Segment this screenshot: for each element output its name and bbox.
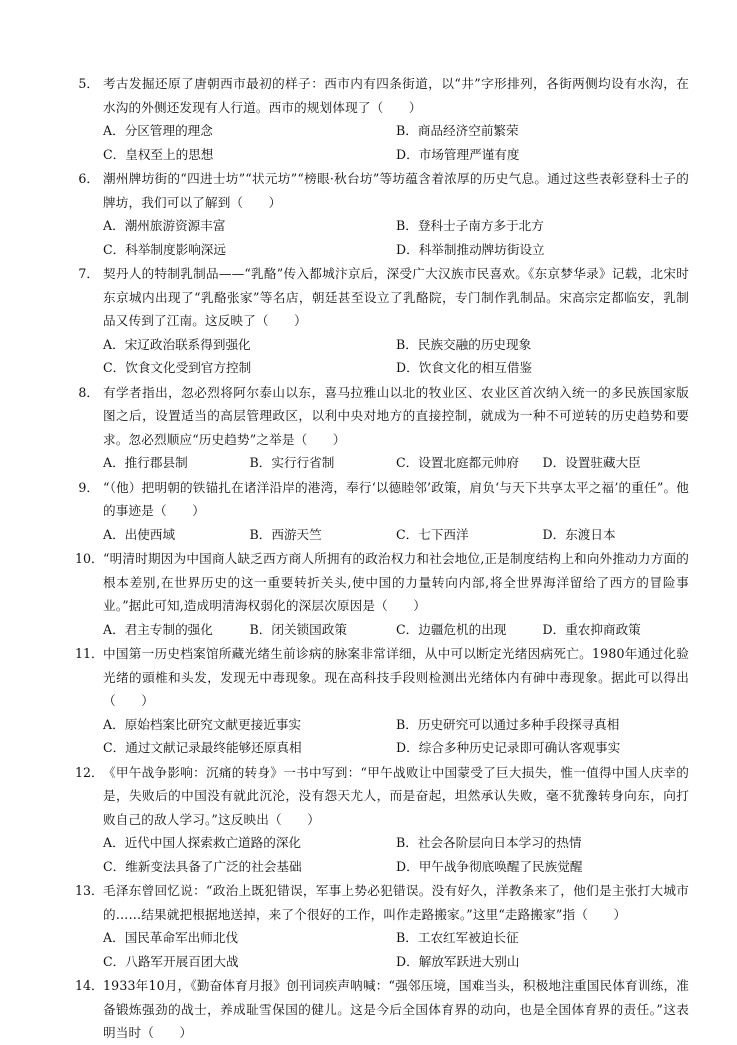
question-number: 13． (75, 883, 104, 898)
option-c[interactable]: C．皇权至上的思想 (103, 146, 214, 162)
question-11 (75, 642, 689, 760)
question-number: 10． (75, 551, 104, 566)
option-c[interactable]: C．八路军开展百团大战 (103, 953, 239, 969)
question-7 (75, 262, 689, 380)
option-b[interactable]: B．社会各阶层向日本学习的热情 (396, 835, 582, 850)
option-b[interactable]: B．商品经济空前繁荣 (396, 123, 519, 138)
question-stem: “明清时期因为中国商人缺乏西方商人所拥有的政治权力和社会地位,正是制度结构上和向外推动力方面的根本差别,在世界历史的这一重要转折关头,使中国的力量转向内部,将全世界海洋留给了西方的冒险事业。”据此可知,造成明清海权弱化的深层次原因是（ ） (103, 551, 689, 613)
question-stem: 1933年10月，《勤奋体育月报》创刊词疾声呐喊：“强邻压境，国难当头，积极地注重国民体育训练，准备锻炼强劲的战士，养成耻雪保国的健儿。这是今后全国体育界的动向，也是全国体育界的责任。”这表明当时（ ） (103, 978, 689, 1040)
option-b[interactable]: B．民族交融的历史现象 (396, 336, 532, 352)
option-c[interactable]: C．七下西洋 (396, 526, 469, 542)
question-10 (75, 547, 689, 641)
option-d[interactable]: D．设置驻藏大臣 (542, 455, 641, 470)
question-9 (75, 476, 689, 547)
option-d[interactable]: D．综合多种历史记录即可确认客观事实 (396, 740, 621, 755)
option-d[interactable]: D．重农抑商政策 (542, 621, 641, 637)
question-number: 12． (75, 764, 104, 780)
options (103, 451, 689, 475)
question-number: 5． (78, 76, 99, 91)
options (103, 926, 689, 973)
option-b[interactable]: B．闭关锁国政策 (249, 621, 347, 637)
question-stem: 考古发掘还原了唐朝西市最初的样子：西市内有四条街道，以“井”字形排列，各街两侧均设有水沟，在水沟的外侧还发现有人行道。西市的规划体现了（ ） (103, 76, 689, 115)
option-a[interactable]: A．国民革命军出师北伐 (103, 930, 239, 945)
question-number: 9． (78, 479, 99, 495)
option-b[interactable]: B．工农红军被迫长征 (396, 930, 519, 945)
option-a[interactable]: A．推行郡县制 (103, 455, 188, 470)
option-d[interactable]: D．科举制推动牌坊街设立 (396, 241, 545, 257)
question-number: 6． (78, 171, 99, 186)
options (103, 119, 689, 166)
question-number: 11． (75, 646, 104, 661)
option-c[interactable]: C．维新变法具备了广泛的社会基础 (103, 858, 302, 874)
options (103, 713, 689, 760)
option-d[interactable]: D．东渡日本 (542, 526, 616, 542)
question-12 (75, 761, 689, 879)
option-a[interactable]: A．原始档案比研究文献更接近事实 (103, 716, 302, 732)
question-13 (75, 879, 689, 973)
question-5 (75, 72, 689, 166)
options (103, 618, 689, 642)
option-a[interactable]: A．宋辽政治联系得到强化 (103, 336, 251, 352)
option-a[interactable]: A．近代中国人探索救亡道路的深化 (103, 835, 302, 850)
question-stem: 有学者指出，忽必烈将阿尔泰山以东，喜马拉雅山以北的牧业区、农业区首次纳入统一的多民族国家版图之后，设置适当的高层管理政区，以利中央对地方的直接控制，就成为一种不可逆转的历史趋势和要求。忽必烈顺应“历史趋势”之举是（ ） (103, 384, 689, 447)
option-d[interactable]: D．饮食文化的相互借鉴 (396, 360, 533, 375)
option-b[interactable]: B．实行行省制 (249, 455, 335, 470)
option-c[interactable]: C．饮食文化受到官方控制 (103, 360, 252, 375)
question-stem: 毛泽东曾回忆说：“政治上既犯错误，军事上势必犯错误。没有好久，洋教条来了，他们是主张打大城市的……结果就把根据地送掉，来了个很好的工作，叫作走路搬家。”这里“走路搬家”指（ ） (103, 883, 689, 922)
question-6 (75, 167, 689, 261)
option-d[interactable]: D．甲午战争彻底唤醒了民族觉醒 (396, 858, 583, 874)
option-b[interactable]: B．西游天竺 (249, 526, 322, 542)
option-c[interactable]: C．科举制度影响深远 (103, 241, 226, 257)
option-a[interactable]: A．出使西域 (103, 526, 176, 542)
question-14 (75, 974, 689, 1045)
option-c[interactable]: C．通过文献记录最终能够还原真相 (103, 740, 302, 755)
option-c[interactable]: C．设置北庭都元帅府 (396, 455, 519, 470)
question-stem: 契丹人的特制乳制品——“乳酪”传入都城汴京后，深受广大汉族市民喜欢。《东京梦华录》记载，北宋时东京城内出现了“乳酪张家”等名店，朝廷甚至设立了乳酪院，专门制作乳制品。宋高宗定都临安，乳制品又传到了江南。这反映了（ ） (103, 266, 689, 328)
options (103, 214, 689, 261)
option-b[interactable]: B．登科士子南方多于北方 (396, 218, 544, 233)
question-number: 7． (78, 266, 99, 281)
options (103, 831, 689, 878)
option-c[interactable]: C．边疆危机的出现 (396, 621, 507, 637)
option-d[interactable]: D．市场管理严谨有度 (396, 146, 520, 162)
options (103, 523, 689, 547)
question-number: 8． (78, 384, 99, 400)
question-number: 14． (75, 978, 104, 993)
question-stem: 潮州牌坊街的“四进士坊”“状元坊”“榜眼·秋台坊”等坊蕴含着浓厚的历史气息。通过这些表彰登科士子的牌坊，我们可以了解到（ ） (103, 171, 689, 210)
option-b[interactable]: B．历史研究可以通过多种手段探寻真相 (396, 716, 620, 732)
question-8 (75, 381, 689, 475)
option-a[interactable]: A．君主专制的强化 (103, 621, 213, 637)
question-stem: 中国第一历史档案馆所藏光绪生前诊病的脉案非常详细，从中可以断定光绪因病死亡。1980年通过化验光绪的頭椎和头发，发现无中毒现象。现在高科技手段则检测出光绪体内有砷中毒现象。据此可以得出（ ） (103, 646, 689, 708)
option-a[interactable]: A．潮州旅游资源丰富 (103, 218, 226, 233)
question-stem: “（他）把明朝的铁锚扎在诸洋沿岸的港湾，奉行‘以德睦邻’政策，肩负‘与天下共享太平之福’的重任”。他的事迹是（ ） (103, 479, 689, 518)
question-stem: 《甲午战争影响：沉痛的转身》一书中写到：“甲午战败让中国蒙受了巨大损失，惟一值得中国人庆幸的是，失败后的中国没有就此沉沦，没有怨天尤人，而是奋起，坦然承认失败，毫不犹豫转身向东，向打败自己的敌人学习。”这反映出（ ） (103, 764, 689, 827)
options (103, 333, 689, 380)
option-d[interactable]: D．解放军跃进大别山 (396, 953, 520, 969)
option-a[interactable]: A．分区管理的理念 (103, 123, 213, 138)
